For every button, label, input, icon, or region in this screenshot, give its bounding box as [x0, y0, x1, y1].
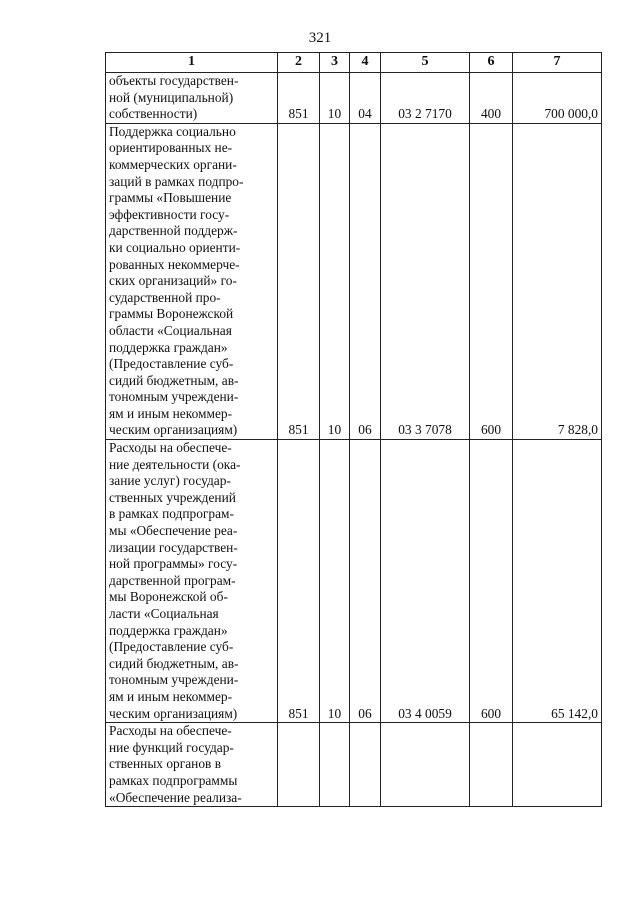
table-row [106, 73, 602, 124]
cell-amount: 65 142,0 [513, 440, 602, 723]
cell-amount: 7 828,0 [513, 123, 602, 439]
description-line: ственных органов в [109, 756, 222, 772]
cell-expense-type: 400 [470, 73, 513, 124]
description-line: ной (муниципальной) [109, 89, 234, 105]
description-line: ческим организациям) [109, 705, 238, 721]
row-description [106, 723, 278, 807]
table-row [106, 723, 602, 807]
description-line: ние функций государ- [109, 739, 234, 755]
row-description [106, 123, 278, 439]
cell-section [320, 723, 350, 807]
header-col-4: 4 [350, 53, 381, 73]
header-col-6: 6 [470, 53, 513, 73]
cell-subsection: 06 [350, 123, 381, 439]
header-col-1: 1 [106, 53, 278, 73]
cell-amount: 700 000,0 [513, 73, 602, 124]
cell-amount [513, 723, 602, 807]
description-line: ческим организациям) [109, 422, 238, 438]
cell-subsection: 04 [350, 73, 381, 124]
cell-target-article: 03 2 7170 [381, 73, 470, 124]
header-col-5: 5 [381, 53, 470, 73]
description-line: сидий бюджетным, ав- [109, 655, 239, 671]
description-line: (Предоставление суб- [109, 639, 234, 655]
cell-section: 10 [320, 440, 350, 723]
description-line: тономным учреждени- [109, 389, 239, 405]
header-col-3: 3 [320, 53, 350, 73]
description-line: ям и иным некоммер- [109, 688, 233, 704]
description-line: граммы «Повышение [109, 190, 232, 206]
description-line: поддержка граждан» [109, 622, 228, 638]
cell-target-article: 03 4 0059 [381, 440, 470, 723]
description-line: рованных некоммерче- [109, 256, 240, 272]
description-line: «Обеспечение реализа- [109, 789, 242, 805]
budget-table [105, 52, 602, 807]
description-line: граммы Воронежской [109, 306, 234, 322]
cell-admin-code: 851 [278, 123, 320, 439]
description-line: объекты государствен- [109, 73, 239, 88]
cell-admin-code [278, 723, 320, 807]
header-col-2: 2 [278, 53, 320, 73]
cell-subsection [350, 723, 381, 807]
table-row [106, 123, 602, 439]
description-line: Расходы на обеспече- [109, 723, 232, 739]
cell-section: 10 [320, 123, 350, 439]
description-line: мы Воронежской об- [109, 589, 228, 605]
row-description [106, 73, 278, 124]
description-line: области «Социальная [109, 322, 232, 338]
description-line: тономным учреждени- [109, 672, 239, 688]
description-line: эффективности госу- [109, 206, 230, 222]
description-line: ских организаций» го- [109, 273, 237, 289]
cell-section: 10 [320, 73, 350, 124]
table-row [106, 440, 602, 723]
description-line: ственных учреждений [109, 489, 236, 505]
description-line: ориентированных не- [109, 140, 233, 156]
cell-expense-type [470, 723, 513, 807]
description-line: лизации государствен- [109, 539, 238, 555]
description-line: заций в рамках подпро- [109, 173, 244, 189]
description-line: собственности) [109, 106, 198, 122]
description-line: сидий бюджетным, ав- [109, 372, 239, 388]
description-line: коммерческих органи- [109, 156, 237, 172]
header-row [106, 53, 602, 73]
cell-admin-code: 851 [278, 440, 320, 723]
cell-expense-type: 600 [470, 123, 513, 439]
description-line: дарственной програм- [109, 572, 236, 588]
description-line: поддержка граждан» [109, 339, 228, 355]
cell-admin-code: 851 [278, 73, 320, 124]
description-line: ки социально ориенти- [109, 239, 241, 255]
page-number: 321 [308, 30, 332, 46]
description-line: сударственной про- [109, 289, 221, 305]
header-col-7: 7 [513, 53, 602, 73]
description-line: мы «Обеспечение реа- [109, 523, 238, 539]
description-line: ной программы» госу- [109, 556, 238, 572]
description-line: рамках подпрограммы [109, 772, 238, 788]
cell-subsection: 06 [350, 440, 381, 723]
description-line: (Предоставление суб- [109, 356, 234, 372]
description-line: Поддержка социально [109, 123, 236, 139]
description-line: в рамках подпрограм- [109, 506, 234, 522]
description-line: ям и иным некоммер- [109, 405, 233, 421]
cell-expense-type: 600 [470, 440, 513, 723]
row-description [106, 440, 278, 723]
description-line: ние деятельности (ока- [109, 456, 241, 472]
description-line: Расходы на обеспече- [109, 440, 232, 456]
description-line: зание услуг) государ- [109, 473, 231, 489]
description-line: ласти «Социальная [109, 606, 219, 621]
cell-target-article [381, 723, 470, 807]
description-line: дарственной поддерж- [109, 223, 238, 239]
cell-target-article: 03 3 7078 [381, 123, 470, 439]
